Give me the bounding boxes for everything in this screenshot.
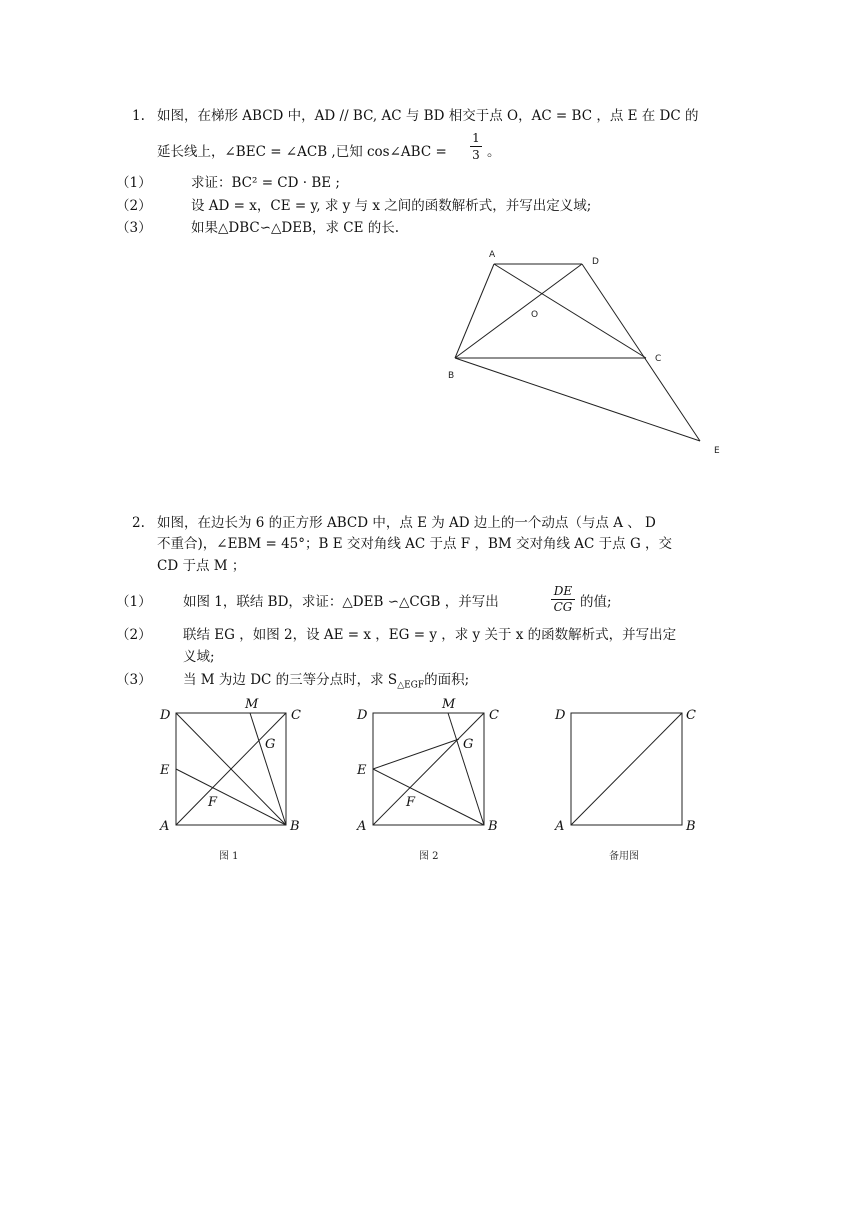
cos-fraction-bar — [470, 146, 482, 147]
label-c: C — [655, 354, 662, 364]
fig2-label-m: M — [442, 697, 456, 712]
spare-diagonal-ac — [571, 713, 682, 825]
label-o: O — [531, 310, 539, 320]
problem2-item1-text: 如图 1，联结 BD，求证：△DEB ∽△CGB ，并写出 — [183, 594, 499, 610]
spare-label-a: A — [555, 819, 565, 834]
label-e: E — [714, 446, 720, 456]
caption-spare-figure: 备用图 — [609, 851, 639, 862]
segment-ac — [494, 264, 646, 358]
label-b: B — [448, 371, 455, 381]
fig1-diagonal-bd — [176, 713, 286, 825]
fig2-label-b: B — [488, 819, 498, 834]
fig2-label-c: C — [489, 708, 499, 723]
ratio-numerator: DE — [553, 584, 573, 598]
fig1-label-f: F — [208, 795, 218, 810]
fig2-diagonal-ac — [373, 713, 484, 825]
label-a: A — [489, 250, 496, 260]
segment-bd — [455, 264, 582, 358]
problem2-item3-pre: 当 M 为边 DC 的三等分点时，求 S — [183, 672, 398, 688]
problem1-line2 — [157, 143, 447, 161]
fig2-label-g: G — [463, 737, 474, 752]
fig1-segment-bm — [250, 713, 286, 825]
spare-label-d: D — [555, 708, 566, 723]
fig2-label-a: A — [357, 819, 367, 834]
fig1-diagonal-ac — [176, 713, 286, 825]
problem2-item3-sub: △EGF — [397, 680, 425, 691]
segment-de — [582, 264, 700, 441]
fig1-segment-be — [176, 769, 286, 825]
fig1-label-m: M — [245, 697, 259, 712]
fig2-label-f: F — [406, 795, 416, 810]
problem2-item3-num: （3） — [116, 672, 152, 688]
segment-be — [455, 358, 700, 441]
problem1-item2-num: （2） — [116, 198, 152, 214]
figure-2 — [373, 713, 484, 825]
segment-ab — [455, 264, 494, 358]
fig2-label-d: D — [357, 708, 368, 723]
figure-1 — [176, 713, 286, 825]
square-1 — [176, 713, 286, 825]
problem2-item1-end: 的值; — [580, 594, 612, 610]
square-spare — [571, 713, 682, 825]
problem2-item2-line1: 联结 EG ，如图 2，设 AE = x ，EG = y ，求 y 关于 x 的函数解析式，并写出定 — [183, 627, 677, 643]
fig2-segment-be — [373, 769, 484, 825]
problem1-item3-text: 如果△DBC∽△DEB，求 CE 的长. — [191, 220, 400, 236]
problem1-number: 1. — [132, 108, 145, 124]
problem1-item2-text: 设 AD = x，CE = y, 求 y 与 x 之间的函数解析式，并写出定义域; — [191, 198, 592, 214]
problem2-item1-num: （1） — [116, 594, 152, 610]
problem2-item2-num: （2） — [116, 627, 152, 643]
fig2-segment-eg — [373, 739, 459, 769]
problem1-item1-text: 求证：BC² = CD · BE ; — [191, 175, 340, 191]
fig1-label-g: G — [265, 737, 276, 752]
fig1-label-d: D — [160, 708, 171, 723]
problem1-item3-num: （3） — [116, 220, 152, 236]
problem1-item1-num: （1） — [116, 175, 152, 191]
problem2-line1: 如图，在边长为 6 的正方形 ABCD 中，点 E 为 AD 边上的一个动点（与点 A 、 D — [157, 515, 656, 531]
problem2-line2: 不重合)，∠EBM = 45°；B E 交对角线 AC 于点 F ，BM 交对角线 AC 于点 G ，交 — [157, 536, 673, 552]
spare-label-c: C — [686, 708, 696, 723]
fig1-label-c: C — [291, 708, 301, 723]
cos-fraction-numerator: 1 — [472, 131, 480, 145]
fig2-label-e: E — [357, 763, 367, 778]
problem1-line2-text: 延长线上，∠BEC = ∠ACB ,已知 cos∠ABC = — [157, 144, 447, 160]
fig2-segment-bm — [448, 713, 484, 825]
problem2-item2-line2: 义域; — [183, 649, 215, 665]
problem1-line1: 如图，在梯形 ABCD 中，AD // BC, AC 与 BD 相交于点 O，AC = BC ，点 E 在 DC 的 — [157, 108, 699, 124]
problem2-item3-post: 的面积; — [424, 672, 470, 688]
fig1-label-a: A — [160, 819, 170, 834]
label-d: D — [592, 257, 599, 267]
figure-spare — [571, 713, 682, 825]
problem1-line2-end: 。 — [487, 144, 501, 160]
problem2-number: 2. — [132, 515, 145, 531]
problem2-line3: CD 于点 M ； — [157, 558, 246, 574]
ratio-denominator: CG — [553, 600, 573, 614]
fig1-label-e: E — [160, 763, 170, 778]
caption-figure-2: 图 2 — [419, 851, 439, 862]
problem2-item3-text — [183, 671, 469, 695]
cos-fraction-denominator: 3 — [472, 148, 480, 162]
fig1-label-b: B — [290, 819, 300, 834]
caption-figure-1: 图 1 — [219, 851, 239, 862]
square-2 — [373, 713, 484, 825]
spare-label-b: B — [686, 819, 696, 834]
